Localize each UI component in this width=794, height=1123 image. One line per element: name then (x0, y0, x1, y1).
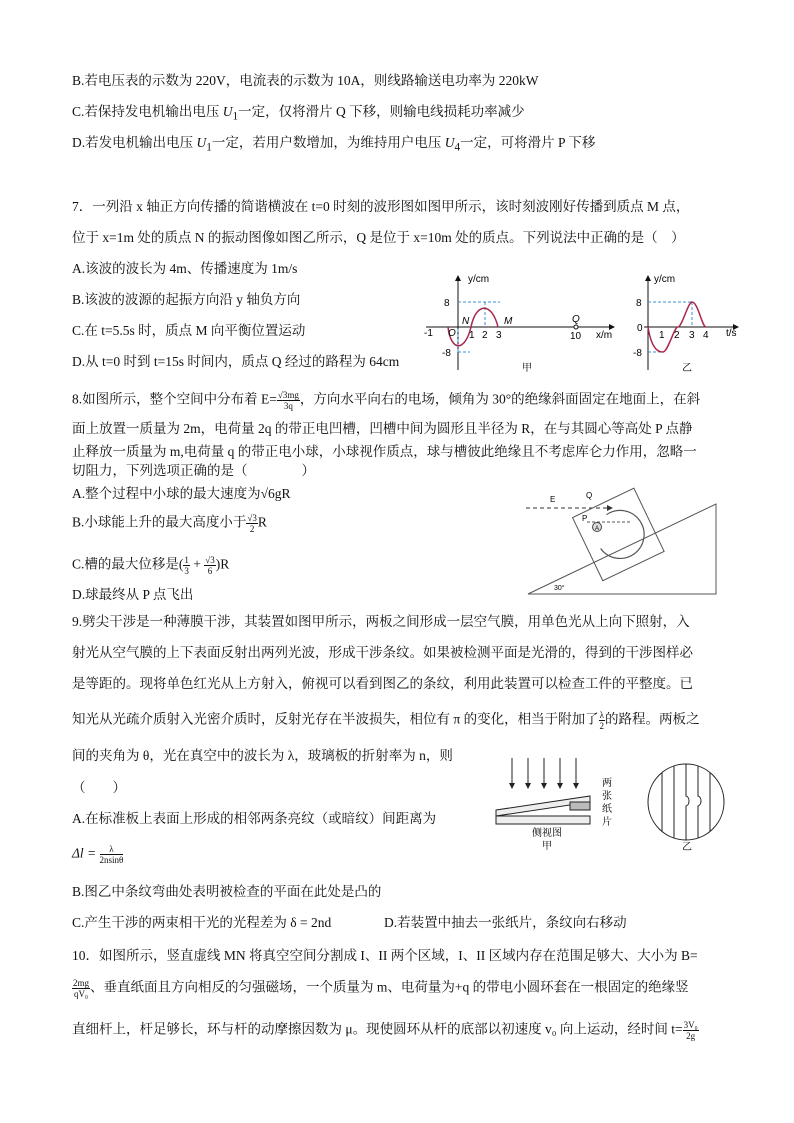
q7-wave-m-label: M (504, 316, 513, 327)
q10-line2-text: 、垂直纸面且方向相反的匀强磁场，一个质量为 m、电荷量为+q 的带电小圆环套在一根固定的绝缘竖 (90, 979, 689, 995)
q10-t-num: 3V₀ (683, 1020, 698, 1030)
q7-vib-tick-4: 4 (703, 330, 709, 341)
q8-option-b (72, 513, 267, 534)
q9-bottom-plate (496, 816, 590, 824)
q8-fig-angle-label: 30° (554, 585, 565, 592)
q8-option-c-d1: 3 (184, 566, 189, 576)
q6-option-c (72, 103, 525, 126)
q7-wave-origin: O (448, 328, 456, 339)
q6-option-d-text-b: 一定，若用户数增加，为维持用户电压 (211, 135, 445, 150)
q9-formula-lhs: Δl = (72, 845, 100, 861)
q8-option-a: A.整个过程中小球的最大速度为√6gR (72, 486, 291, 501)
q7-wave-tick-2: 2 (482, 330, 488, 341)
q9-formula-den: 2nsinθ (99, 855, 124, 865)
q8-stem-line2: 面上放置一质量为 2m，电荷量 2q 的带正电凹槽，凹槽中间为圆形且半径为 R，在与其圆心等高处 P 点静 (72, 421, 693, 436)
q6-option-d-sub2: 4 (454, 141, 461, 154)
q7-wave-q-label: Q (572, 314, 580, 325)
q8-stem1-a: 8.如图所示，整个空间中分布着 E= (72, 391, 277, 407)
q9-paper-label-2: 张 (602, 791, 612, 802)
q9-line2: 射光从空气膜的上下表面反射出两列光波，形成干涉条纹。如果被检测平面是光滑的，得到的干涉图样必 (72, 645, 693, 660)
q7-wave-n-label: N (462, 316, 470, 327)
q10-line3-text: 直细杆上，杆足够长，环与杆的动摩擦因数为 μ。现使圆环从杆的底部以初速度 v₀ 向上运动，经时间 t= (72, 1021, 683, 1037)
q7-wave-tick-3: 3 (496, 330, 502, 341)
q6-option-b (72, 72, 539, 90)
q8-stem-line1 (72, 390, 700, 411)
q10-line2 (72, 978, 689, 999)
q7-wave-caption: 甲 (522, 363, 532, 374)
q7-vib-y-zero: 0 (637, 323, 643, 334)
q9-lambda-den: 2 (599, 721, 605, 731)
q9-line1: 9.劈尖干涉是一种薄膜干涉，其装置如图甲所示，两板之间形成一层空气膜，用单色光从上向下照射，入 (72, 614, 690, 629)
q8-stem-line4: 切阻力，下列选项正确的是（ ） (72, 463, 315, 478)
q8-groove-arc (588, 502, 652, 566)
q7-figure-wave (418, 268, 628, 376)
q7-figure-vibration (632, 268, 744, 376)
q9-paper-label-4: 片 (602, 817, 612, 828)
q8-option-c-n1: 1 (184, 555, 189, 565)
q8-e-num: √3mg (277, 390, 299, 400)
q7-vib-y-neg: -8 (633, 348, 642, 359)
q7-vib-ylabel: y/cm (654, 274, 676, 285)
q9-caption-b: 乙 (682, 842, 692, 852)
q7-vib-xlabel: t/s (726, 328, 737, 339)
q8-option-c-plus: + (189, 556, 205, 572)
q9-caption-a: 甲 (542, 841, 552, 852)
q7-stem-line2: 位于 x=1m 处的质点 N 的振动图像如图乙所示，Q 是位于 x=10m 处的质点。下列说法中正确的是（ ） (72, 230, 685, 245)
q7-vib-caption: 乙 (682, 363, 692, 374)
q6-option-d-text-c: 一定，可将滑片 P 下移 (460, 135, 596, 150)
q8-e-den: 3q (283, 401, 293, 411)
q9-figure-side (492, 752, 624, 852)
q8-option-b-den: 2 (249, 524, 255, 534)
q9-line3: 是等距的。现将单色红光从上方射入，俯视可以看到图乙的条纹，利用此装置可以检查工件的平整度。已 (72, 676, 693, 691)
q8-incline (528, 504, 716, 594)
q6-option-b-text: B.若电压表的示数为 220V，电流表的示数为 10A，则线路输送电功率为 220kW (72, 73, 539, 88)
q10-line3 (72, 1020, 699, 1041)
q8-groove (573, 488, 665, 581)
q7-wave-xlabel: x/m (596, 330, 613, 341)
q8-fig-q-label: Q (586, 491, 593, 500)
q7-wave-x10: 10 (570, 331, 582, 342)
q8-option-b-b: R (257, 514, 267, 530)
q8-option-c-a: C.槽的最大位移是( (72, 556, 184, 572)
q8-e-fraction (277, 390, 300, 411)
q8-option-b-a: B.小球能上升的最大高度小于 (72, 514, 247, 530)
q7-wave-x-m1: -1 (424, 328, 433, 339)
q9-paper-label-3: 纸 (602, 804, 612, 815)
q9-paper-stack (570, 802, 590, 810)
q9-option-c: C.产生干涉的两束相干光的光程差为 δ = 2nd (72, 915, 332, 930)
q8-option-d: D.球最终从 P 点飞出 (72, 587, 194, 602)
q9-paper-label-1: 两 (602, 778, 612, 789)
q9-line4-a: 知光从光疏介质射入光密介质时，反射光存在半波损失，相位有 π 的变化，相当于附加了 (72, 711, 599, 727)
q7-option-a: A.该波的波长为 4m、传播速度为 1m/s (72, 261, 298, 276)
q7-option-d: D.从 t=0 时到 t=15s 时间内，质点 Q 经过的路程为 64cm (72, 354, 400, 369)
q6-option-d-sub1: 1 (206, 141, 212, 154)
q9-line5: 间的夹角为 θ，光在真空中的波长为 λ，玻璃板的折射率为 n，则 (72, 748, 453, 763)
q8-fig-e-label: E (550, 495, 556, 504)
q8-option-c (72, 555, 229, 576)
q7-vib-y-pos: 8 (636, 298, 642, 309)
q8-stem1-b: ，方向水平向右的电场，倾角为 30°的绝缘斜面固定在地面上，在斜 (299, 391, 701, 407)
q9-line4-b: 的路程。两板之 (604, 711, 700, 727)
q9-option-a-formula (72, 844, 123, 865)
q10-t-den: 2g (686, 1031, 696, 1041)
q8-fig-p-label: P (582, 514, 588, 523)
q7-vib-tick-1: 1 (659, 330, 665, 341)
q7-option-b: B.该波的波源的起振方向沿 y 轴负方向 (72, 292, 301, 307)
q7-vib-tick-3: 3 (689, 330, 695, 341)
q9-line6: （ ） (72, 780, 126, 795)
q6-option-d-var2: U (444, 135, 455, 150)
q7-option-c: C.在 t=5.5s 时，质点 M 向平衡位置运动 (72, 323, 306, 338)
q7-stem-line1: 7．一列沿 x 轴正方向传播的简谐横波在 t=0 时刻的波形图如图甲所示，该时刻波刚好传播到质点 M 点， (72, 199, 690, 214)
q8-stem-line3: 止释放一质量为 m,电荷量 q 的带正电小球，小球视作质点，球与槽彼此绝缘且不考虑库仑力作用，忽略一 (72, 444, 697, 459)
q7-wave-y-neg: -8 (442, 348, 451, 359)
q9-lambda-num: λ (599, 710, 604, 720)
q7-wave-y-pos: 8 (444, 298, 450, 309)
q8-option-c-b: )R (215, 556, 230, 572)
q6-option-d-var1: U (196, 135, 207, 150)
q6-option-d-text-a: D.若发电机输出电压 (72, 135, 197, 150)
q8-figure (520, 478, 724, 600)
q6-option-c-sub: 1 (232, 110, 239, 123)
q10-b-num: 2mg (73, 978, 90, 988)
q10-line1: 10．如图所示，竖直虚线 MN 将真空空间分割成 I、II 两个区域，I、II 区域内存在范围足够大、大小为 B= (72, 948, 698, 963)
q7-wave-q-point (574, 325, 578, 329)
q10-b-den: qV₀ (73, 989, 89, 999)
q9-formula-num: λ (100, 844, 124, 855)
q8-option-c-frac2 (204, 555, 215, 576)
q6-option-c-var: U (222, 104, 233, 119)
q8-fig-a-label: A (595, 526, 600, 532)
q10-b-fraction (72, 978, 90, 999)
q7-vib-tick-2: 2 (674, 330, 680, 341)
q9-figure-fringes (642, 760, 734, 852)
q6-option-d (72, 134, 595, 157)
q9-line4 (72, 710, 699, 731)
q10-t-fraction (683, 1020, 699, 1041)
q8-option-c-d2: 6 (207, 566, 213, 576)
q8-option-b-num: √3 (247, 513, 257, 523)
q7-wave-ylabel: y/cm (468, 274, 490, 285)
q8-groove-block (573, 488, 665, 581)
q9-option-d: D.若装置中抽去一张纸片，条纹向右移动 (384, 915, 627, 930)
q6-option-c-text-a: C.若保持发电机输出电压 (72, 104, 223, 119)
q6-option-c-text-b: 一定，仅将滑片 Q 下移，则输电线损耗功率减少 (238, 104, 525, 119)
q7-wave-tick-1: 1 (469, 330, 475, 341)
q8-option-c-n2: √3 (205, 555, 215, 565)
q8-option-b-fraction (246, 513, 257, 534)
q9-formula-fraction (100, 844, 124, 865)
q9-side-caption: 侧视图 (532, 828, 562, 839)
q9-option-a: A.在标准板上表面上形成的相邻两条亮纹（或暗纹）间距离为 (72, 811, 437, 826)
q9-option-b: B.图乙中条纹弯曲处表明被检查的平面在此处是凸的 (72, 884, 382, 899)
